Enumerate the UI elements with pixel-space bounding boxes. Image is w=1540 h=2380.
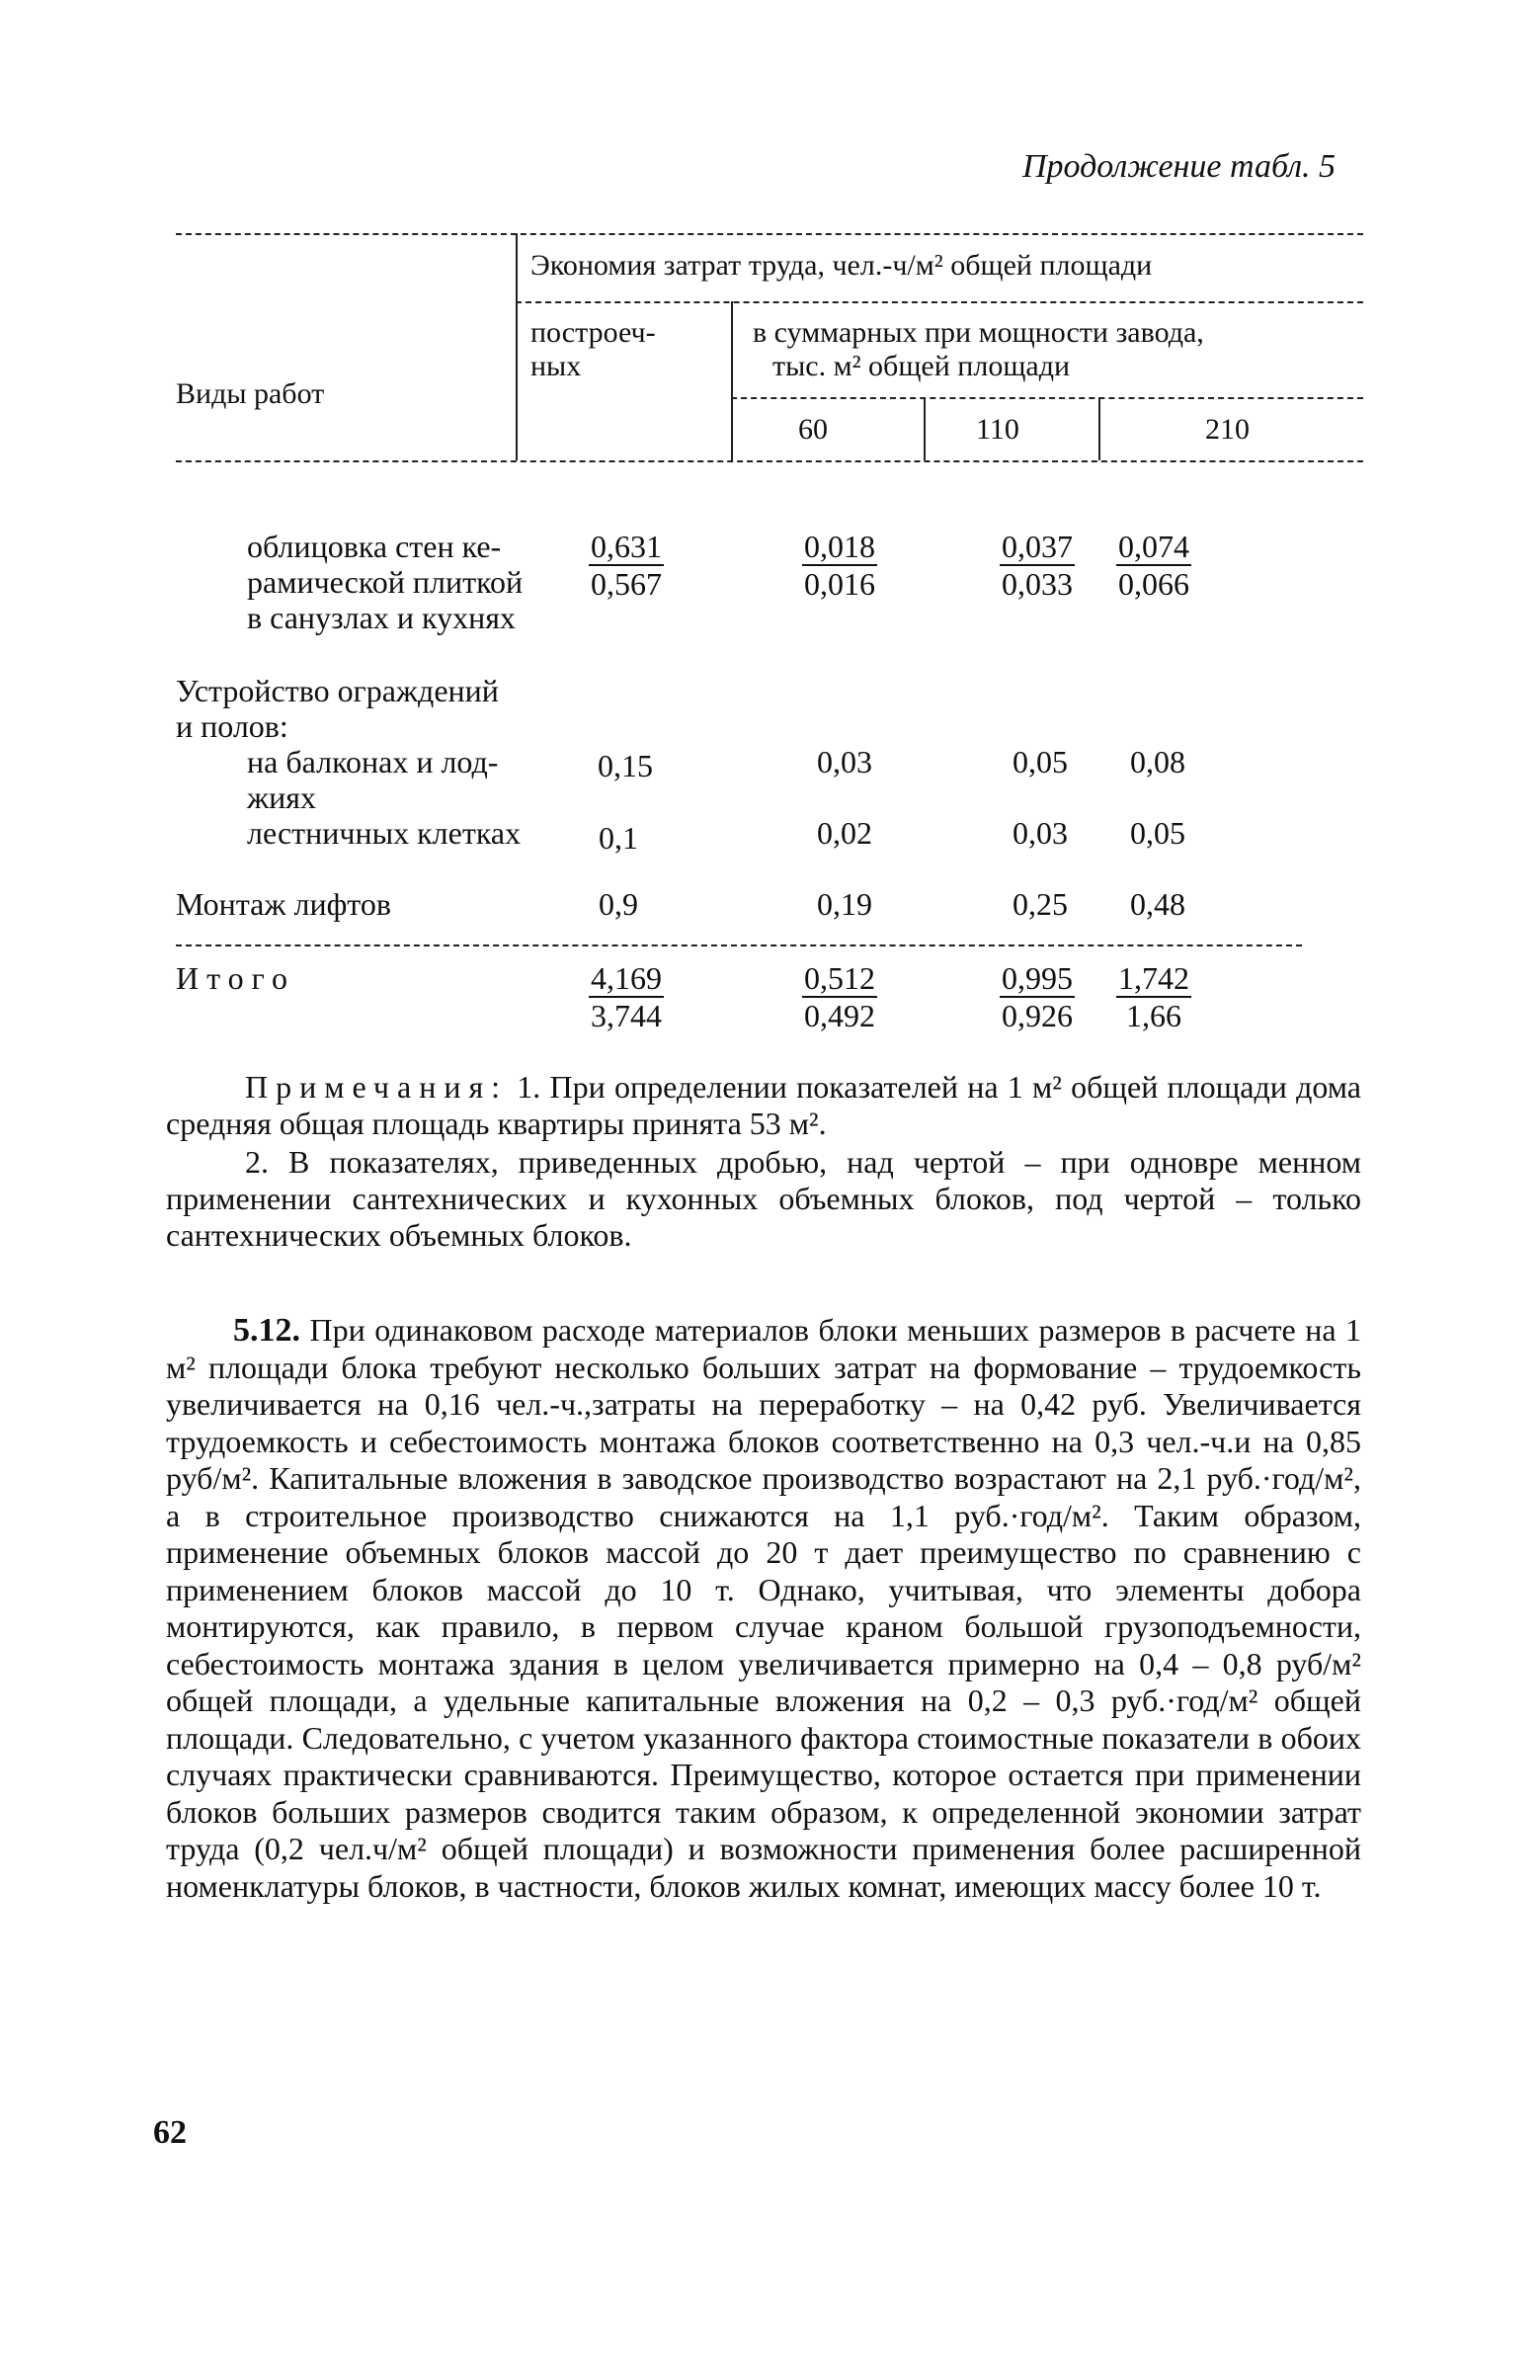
- fraction-110-total: [1000, 960, 1075, 1033]
- paragraph-5-12: [166, 1312, 1361, 1905]
- fraction-numerator: 4,169: [591, 960, 662, 996]
- fraction-110-row1: [1000, 529, 1075, 602]
- page-number: 62: [153, 2114, 187, 2151]
- cell-60: 0,19: [817, 886, 872, 922]
- notes-heading: Примечания:: [245, 1069, 509, 1105]
- row-label-line: в санузлах и кухнях: [247, 600, 516, 635]
- fraction-numerator: 0,995: [1002, 960, 1073, 996]
- header-capacity-210: 210: [1205, 413, 1250, 446]
- group-label-line: Устройство ограждений: [176, 673, 499, 708]
- fraction-denominator: 0,926: [1002, 998, 1073, 1033]
- fraction-numerator: 1,742: [1118, 960, 1189, 996]
- cell-110: 0,03: [1013, 815, 1068, 851]
- header-summary-line2: тыс. м² общей площади: [772, 350, 1071, 382]
- cell-built: 0,9: [599, 886, 638, 922]
- table-top-rule: [176, 233, 1363, 235]
- fraction-denominator: 3,744: [591, 998, 662, 1033]
- header-capacity-rule: [731, 397, 1363, 399]
- row-label-line: рамической плиткой: [247, 564, 524, 600]
- fraction-built-row1: [589, 529, 664, 602]
- row-label-line: на балконах и лод-: [247, 744, 499, 780]
- fraction-numerator: 0,512: [804, 960, 875, 996]
- header-built-in-line1: построеч-: [530, 316, 656, 349]
- note-1: [166, 1069, 1361, 1142]
- note-2: 2. В показателях, приведенных дробью, над чертой – при одновре менном применении сантехнических и кухонных объемных блоков, под чертой – только сантехнических объемных блоков.: [166, 1144, 1361, 1253]
- cell-210: 0,48: [1130, 886, 1185, 922]
- cell-210: 0,05: [1130, 815, 1185, 851]
- header-summary-divider: [731, 301, 733, 460]
- cell-built: 0,15: [598, 748, 653, 783]
- header-built-in-line2: ных: [530, 350, 582, 382]
- header-bottom-rule: [176, 460, 1363, 462]
- fraction-denominator: 0,033: [1002, 566, 1073, 602]
- row-label-line: лестничных клетках: [247, 815, 522, 851]
- header-summary-line1: в суммарных при мощности завода,: [753, 316, 1204, 349]
- header-capacity-110: 110: [976, 413, 1019, 446]
- header-row-label: Виды работ: [176, 377, 325, 410]
- header-group-rule: [516, 301, 1363, 303]
- fraction-denominator: 1,66: [1126, 998, 1181, 1033]
- fraction-numerator: 0,037: [1002, 529, 1073, 564]
- fraction-numerator: 0,631: [591, 529, 662, 564]
- note-1-text: 1. При определении показателей на 1 м² общей площади дома средняя общая площадь квартиры принята 53 м².: [166, 1069, 1362, 1141]
- group-label-line: и полов:: [176, 708, 288, 744]
- row-label-line: жиях: [247, 780, 316, 815]
- cell-built: 0,1: [599, 820, 638, 856]
- cell-60: 0,03: [817, 744, 872, 780]
- row-label-line: облицовка стен ке-: [247, 529, 502, 564]
- fraction-210-row1: [1116, 529, 1191, 602]
- fraction-210-total: [1116, 960, 1191, 1033]
- total-label: Итого: [176, 960, 295, 996]
- header-group-title: Экономия затрат труда, чел.-ч/м² общей площади: [530, 249, 1153, 282]
- paragraph-number: 5.12.: [233, 1312, 300, 1349]
- fraction-built-total: [589, 960, 664, 1033]
- fraction-numerator: 0,018: [804, 529, 875, 564]
- table-caption: Продолжение табл. 5: [1022, 148, 1337, 185]
- cell-110: 0,05: [1013, 744, 1068, 780]
- cell-210: 0,08: [1130, 744, 1185, 780]
- header-divider-vertical: [516, 233, 518, 460]
- fraction-denominator: 0,016: [804, 566, 875, 602]
- fraction-60-row1: [802, 529, 877, 602]
- fraction-denominator: 0,567: [591, 566, 662, 602]
- header-capacity-divider-2: [1098, 397, 1100, 460]
- header-capacity-60: 60: [798, 413, 828, 446]
- header-capacity-divider-1: [924, 397, 926, 460]
- total-rule: [176, 944, 1302, 946]
- cell-110: 0,25: [1013, 886, 1068, 922]
- cell-60: 0,02: [817, 815, 872, 851]
- fraction-numerator: 0,074: [1118, 529, 1189, 564]
- paragraph-text: При одинаковом расходе материалов блоки меньших размеров в расчете на 1 м² площади блока требуют несколько больших затрат на формование – трудоемкость увеличивается на 0,16 чел.-ч.,затраты на переработку – на 0,42 руб. Увеличивается трудоемкость и себестоимость монтажа блоков соответственно на 0,3 чел.-ч.и на 0,85 руб/м². Капитальные вложения в заводское производство возрастают на 2,1 руб.·год/м², а в строительное производство снижаются на 1,1 руб.·год/м². Таким образом, применение объемных блоков массой до 20 т дает преимущество по сравнению с применением блоков массой до 10 т. Однако, учитывая, что элементы добора монтируются, как правило, в первом случае краном большой грузоподъемности, себестоимость монтажа здания в целом увеличивается примерно на 0,4 – 0,8 руб/м² общей площади, а удельные капитальные вложения на 0,2 – 0,3 руб.·год/м² общей площади. Следовательно, с учетом указанного фактора стоимостные показатели в обоих случаях практически сравниваются. Преимущество, которое остается при применении блоков больших размеров сводится таким образом, к определенной экономии затрат труда (0,2 чел.ч/м² общей площади) и возможности применения более расширенной номенклатуры блоков, в частности, блоков жилых комнат, имеющих массу более 10 т.: [166, 1312, 1362, 1904]
- fraction-denominator: 0,066: [1118, 566, 1189, 602]
- row-label-line: Монтаж лифтов: [176, 886, 391, 922]
- fraction-60-total: [802, 960, 877, 1033]
- fraction-denominator: 0,492: [804, 998, 875, 1033]
